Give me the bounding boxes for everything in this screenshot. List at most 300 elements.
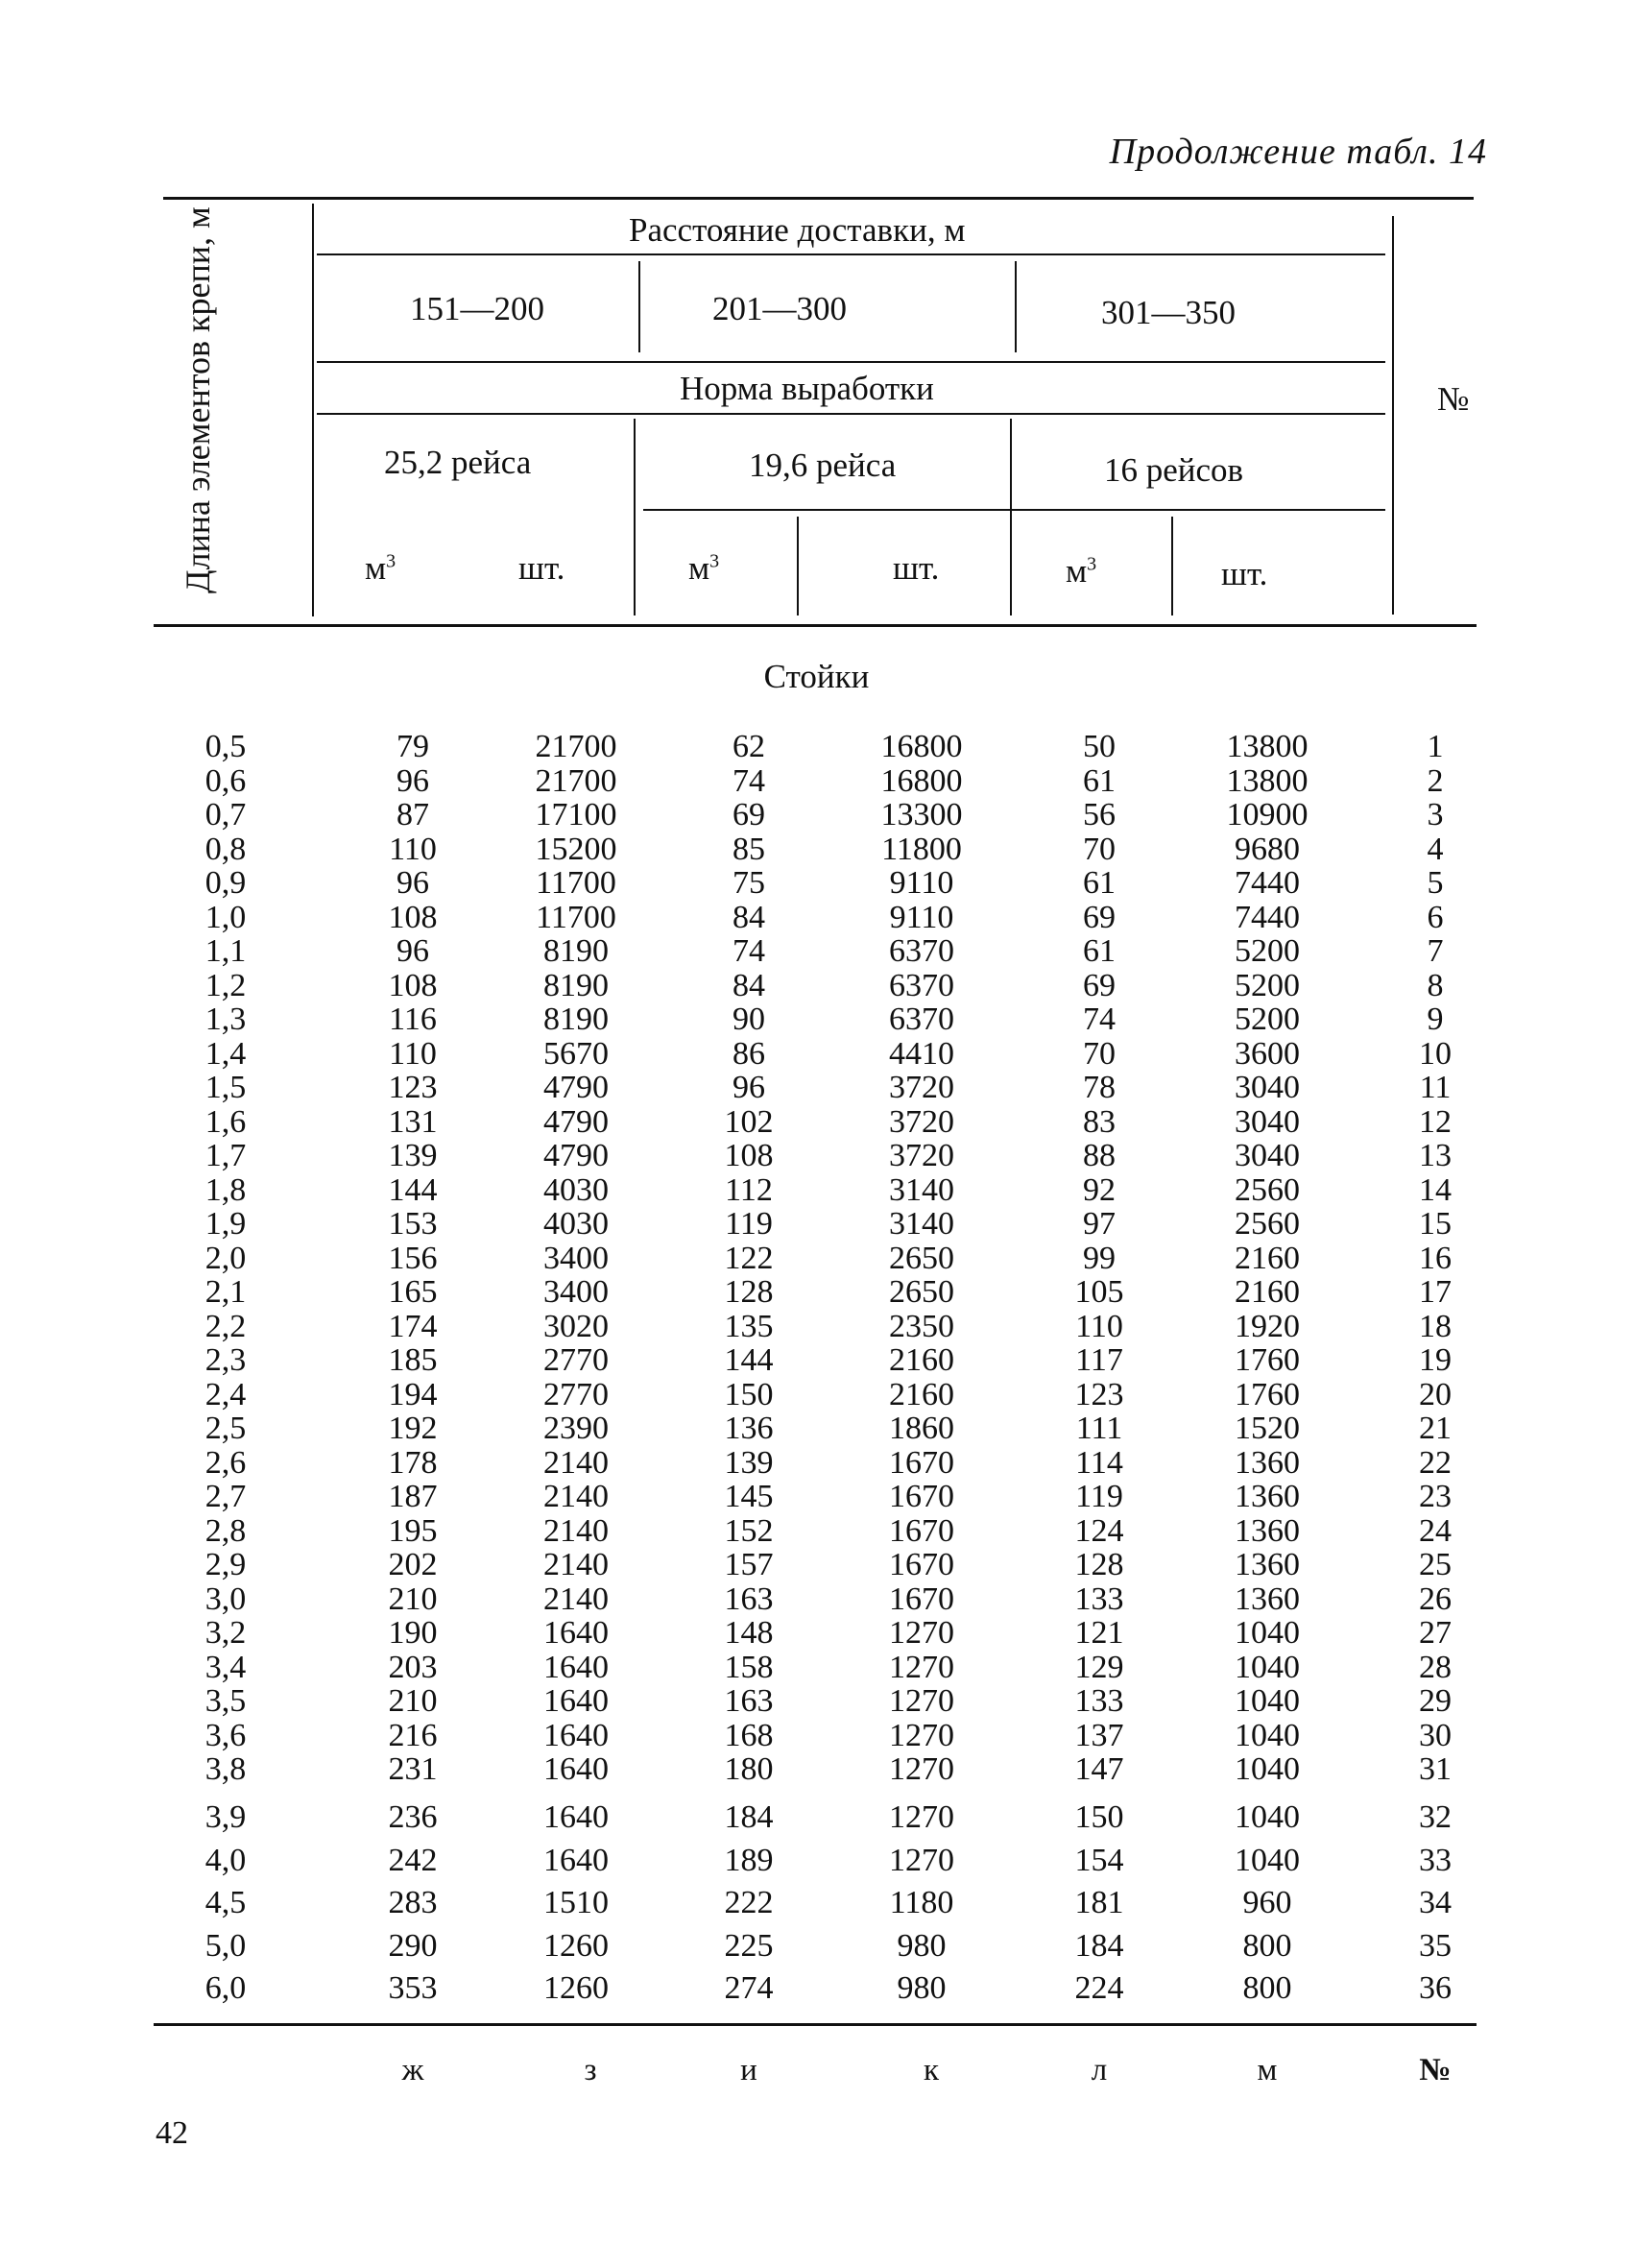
- m3-300-cell: 128: [724, 1274, 774, 1310]
- pcs-200-cell: 1640: [543, 1799, 609, 1835]
- unit-m3-2-sup: 3: [709, 550, 720, 572]
- m3-200-cell: 144: [388, 1171, 438, 1208]
- m3-300-cell: 122: [724, 1240, 774, 1276]
- m3-200-cell: 203: [388, 1649, 438, 1685]
- m3-350-cell: 184: [1074, 1927, 1124, 1964]
- m3-300-cell: 145: [724, 1479, 774, 1514]
- m3-300-cell: 163: [724, 1580, 774, 1617]
- pcs-300-cell: 2650: [889, 1274, 954, 1310]
- number-cell: 15: [1419, 1206, 1452, 1242]
- number-cell: 6: [1427, 899, 1444, 935]
- pcs-350-cell: 13800: [1226, 729, 1309, 764]
- pcs-350-cell: 1040: [1235, 1842, 1300, 1878]
- number-cell: 21: [1419, 1411, 1452, 1446]
- m3-200-cell: 87: [396, 797, 429, 832]
- footer-letter-z: з: [584, 2053, 597, 2087]
- pcs-200-cell: 17100: [535, 797, 617, 832]
- length-cell: 1,0: [204, 899, 247, 935]
- m3-200-cell: 110: [389, 831, 437, 867]
- pcs-350-cell: 3600: [1235, 1035, 1300, 1072]
- footer-letter-m: м: [1257, 2053, 1278, 2087]
- length-cell: 1,9: [204, 1206, 247, 1242]
- m3-350-cell: 121: [1074, 1615, 1124, 1651]
- length-cell: 3,4: [204, 1649, 247, 1685]
- m3-350-cell: 70: [1083, 1035, 1116, 1072]
- m3-200-cell: 210: [388, 1580, 438, 1617]
- pcs-350-cell: 1520: [1235, 1411, 1300, 1446]
- pcs-200-cell: 3400: [543, 1274, 609, 1310]
- pcs-300-cell: 2650: [889, 1240, 954, 1276]
- table-row: [0, 1173, 1633, 1207]
- number-cell: 24: [1419, 1512, 1452, 1549]
- unit-m3-2-label: м: [688, 549, 710, 587]
- number-cell: 28: [1419, 1649, 1452, 1685]
- pcs-200-cell: 2140: [543, 1479, 609, 1514]
- table-row: [0, 1719, 1633, 1752]
- pcs-200-cell: 3020: [543, 1308, 609, 1344]
- m3-200-cell: 108: [388, 899, 438, 935]
- header-vline-dist-1: [638, 261, 640, 352]
- unit-pcs-3: шт.: [1221, 555, 1268, 592]
- length-cell: 0,8: [204, 831, 247, 867]
- pcs-300-cell: 16800: [880, 762, 963, 799]
- pcs-200-cell: 8190: [543, 967, 609, 1003]
- m3-200-cell: 178: [388, 1444, 438, 1481]
- m3-300-cell: 119: [725, 1206, 773, 1242]
- m3-300-cell: 150: [724, 1376, 774, 1412]
- number-cell: 8: [1427, 967, 1444, 1003]
- length-cell: 2,8: [204, 1512, 247, 1549]
- m3-300-cell: 108: [724, 1138, 774, 1173]
- pcs-300-cell: 3140: [889, 1206, 954, 1242]
- pcs-300-cell: 1670: [889, 1479, 954, 1514]
- m3-200-cell: 116: [389, 1001, 437, 1037]
- m3-350-cell: 69: [1083, 899, 1116, 935]
- section-title: Стойки: [763, 658, 870, 695]
- pcs-300-cell: 1670: [889, 1512, 954, 1549]
- m3-200-cell: 236: [388, 1799, 438, 1835]
- m3-300-cell: 222: [724, 1885, 774, 1920]
- table-row: [0, 1548, 1633, 1581]
- pcs-350-cell: 7440: [1235, 865, 1300, 901]
- length-cell: 1,7: [204, 1138, 247, 1173]
- pcs-300-cell: 16800: [880, 729, 963, 764]
- length-cell: 0,9: [204, 865, 247, 901]
- pcs-200-cell: 21700: [535, 762, 617, 799]
- footer-number-sign: №: [1419, 2053, 1452, 2087]
- pcs-350-cell: 7440: [1235, 899, 1300, 935]
- pcs-350-cell: 1360: [1235, 1479, 1300, 1514]
- trips-1: 25,2 рейса: [384, 444, 532, 481]
- length-cell: 0,6: [204, 762, 247, 799]
- pcs-350-cell: 2560: [1235, 1206, 1300, 1242]
- pcs-300-cell: 6370: [889, 1001, 954, 1037]
- m3-200-cell: 156: [388, 1240, 438, 1276]
- table-row: [0, 1844, 1633, 1877]
- m3-350-cell: 150: [1074, 1799, 1124, 1835]
- table-row: [0, 798, 1633, 832]
- pcs-350-cell: 1360: [1235, 1444, 1300, 1481]
- pcs-350-cell: 10900: [1226, 797, 1309, 832]
- pcs-350-cell: 1760: [1235, 1342, 1300, 1378]
- group-norm-label: Норма выработки: [680, 370, 934, 407]
- m3-200-cell: 190: [388, 1615, 438, 1651]
- group-distance-label: Расстояние доставки, м: [629, 211, 966, 249]
- pcs-350-cell: 1360: [1235, 1580, 1300, 1617]
- footer-letter-zh: ж: [401, 2053, 424, 2087]
- m3-300-cell: 84: [732, 899, 765, 935]
- m3-200-cell: 231: [388, 1751, 438, 1787]
- m3-200-cell: 108: [388, 967, 438, 1003]
- pcs-350-cell: 1040: [1235, 1717, 1300, 1753]
- m3-350-cell: 56: [1083, 797, 1116, 832]
- m3-300-cell: 157: [724, 1547, 774, 1582]
- m3-300-cell: 180: [724, 1751, 774, 1787]
- m3-300-cell: 152: [724, 1512, 774, 1549]
- table-row: [0, 1971, 1633, 2005]
- table-row: [0, 1616, 1633, 1650]
- m3-200-cell: 353: [388, 1970, 438, 2006]
- number-cell: 16: [1419, 1240, 1452, 1276]
- pcs-350-cell: 3040: [1235, 1103, 1300, 1140]
- m3-350-cell: 123: [1074, 1376, 1124, 1412]
- pcs-350-cell: 1360: [1235, 1547, 1300, 1582]
- pcs-200-cell: 1640: [543, 1751, 609, 1787]
- pcs-200-cell: 2140: [543, 1444, 609, 1481]
- length-cell: 2,0: [204, 1240, 247, 1276]
- m3-300-cell: 168: [724, 1717, 774, 1753]
- number-cell: 23: [1419, 1479, 1452, 1514]
- length-cell: 2,9: [204, 1547, 247, 1582]
- pcs-300-cell: 3720: [889, 1070, 954, 1105]
- pcs-200-cell: 2140: [543, 1580, 609, 1617]
- header-vline-dist-2: [1015, 261, 1017, 352]
- pcs-300-cell: 13300: [880, 797, 963, 832]
- m3-300-cell: 112: [725, 1171, 773, 1208]
- m3-350-cell: 137: [1074, 1717, 1124, 1753]
- number-cell: 30: [1419, 1717, 1452, 1753]
- number-cell: 26: [1419, 1580, 1452, 1617]
- pcs-200-cell: 1640: [543, 1717, 609, 1753]
- table-row: [0, 1684, 1633, 1718]
- page-title: Продолжение табл. 14: [1109, 132, 1487, 172]
- pcs-200-cell: 8190: [543, 933, 609, 969]
- m3-350-cell: 83: [1083, 1103, 1116, 1140]
- pcs-300-cell: 9110: [889, 865, 954, 901]
- header-vline-trip-1: [634, 419, 636, 615]
- number-cell: 19: [1419, 1342, 1452, 1378]
- pcs-350-cell: 1360: [1235, 1512, 1300, 1549]
- table-row: [0, 1480, 1633, 1513]
- distance-3: 301—350: [1101, 294, 1236, 331]
- number-cell: 14: [1419, 1171, 1452, 1208]
- number-cell: 2: [1427, 762, 1444, 799]
- pcs-200-cell: 1640: [543, 1615, 609, 1651]
- pcs-200-cell: 11700: [536, 899, 616, 935]
- table-row: [0, 1886, 1633, 1919]
- unit-m3-1: [365, 549, 396, 588]
- pcs-350-cell: 5200: [1235, 967, 1300, 1003]
- m3-200-cell: 194: [388, 1376, 438, 1412]
- pcs-200-cell: 4790: [543, 1070, 609, 1105]
- number-cell: 13: [1419, 1138, 1452, 1173]
- m3-350-cell: 92: [1083, 1171, 1116, 1208]
- table-row: [0, 1002, 1633, 1036]
- length-cell: 1,2: [204, 967, 247, 1003]
- pcs-200-cell: 2140: [543, 1512, 609, 1549]
- number-cell: 12: [1419, 1103, 1452, 1140]
- length-cell: 2,3: [204, 1342, 247, 1378]
- footer-letter-k: к: [923, 2053, 940, 2087]
- m3-350-cell: 61: [1083, 933, 1116, 969]
- pcs-200-cell: 1260: [543, 1927, 609, 1964]
- m3-200-cell: 165: [388, 1274, 438, 1310]
- table-row: [0, 1514, 1633, 1548]
- table-row: [0, 1411, 1633, 1445]
- table-row: [0, 1310, 1633, 1343]
- pcs-300-cell: 11800: [881, 831, 962, 867]
- m3-300-cell: 69: [732, 797, 765, 832]
- m3-350-cell: 78: [1083, 1070, 1116, 1105]
- m3-350-cell: 69: [1083, 967, 1116, 1003]
- pcs-300-cell: 1670: [889, 1444, 954, 1481]
- unit-m3-1-sup: 3: [386, 550, 396, 572]
- table-row: [0, 1378, 1633, 1411]
- number-cell: 5: [1427, 865, 1444, 901]
- m3-300-cell: 144: [724, 1342, 774, 1378]
- number-cell: 32: [1419, 1799, 1452, 1835]
- pcs-200-cell: 4790: [543, 1103, 609, 1140]
- length-cell: 3,0: [204, 1580, 247, 1617]
- m3-350-cell: 224: [1074, 1970, 1124, 2006]
- pcs-300-cell: 1670: [889, 1547, 954, 1582]
- unit-m3-2: [688, 549, 719, 588]
- m3-200-cell: 123: [388, 1070, 438, 1105]
- m3-200-cell: 283: [388, 1885, 438, 1920]
- m3-350-cell: 97: [1083, 1206, 1116, 1242]
- m3-200-cell: 216: [388, 1717, 438, 1753]
- pcs-200-cell: 1510: [543, 1885, 609, 1920]
- length-cell: 0,5: [204, 729, 247, 764]
- number-cell: 31: [1419, 1751, 1452, 1787]
- length-cell: 1,4: [204, 1035, 247, 1072]
- header-rule-4: [643, 509, 1385, 511]
- number-cell: 33: [1419, 1842, 1452, 1878]
- pcs-350-cell: 13800: [1226, 762, 1309, 799]
- pcs-200-cell: 2140: [543, 1547, 609, 1582]
- pcs-200-cell: 2770: [543, 1376, 609, 1412]
- length-cell: 3,6: [204, 1717, 247, 1753]
- pcs-350-cell: 960: [1242, 1885, 1292, 1920]
- pcs-200-cell: 15200: [535, 831, 617, 867]
- pcs-350-cell: 5200: [1235, 933, 1300, 969]
- table-row: [0, 1651, 1633, 1684]
- pcs-350-cell: 2160: [1235, 1274, 1300, 1310]
- pcs-300-cell: 2160: [889, 1376, 954, 1412]
- pcs-300-cell: 3140: [889, 1171, 954, 1208]
- pcs-200-cell: 2770: [543, 1342, 609, 1378]
- m3-350-cell: 147: [1074, 1751, 1124, 1787]
- length-cell: 0,7: [204, 797, 247, 832]
- m3-300-cell: 85: [732, 831, 765, 867]
- m3-350-cell: 111: [1075, 1411, 1123, 1446]
- pcs-300-cell: 1270: [889, 1615, 954, 1651]
- row-header: Длина элементов крепи, м: [179, 206, 217, 593]
- table-row: [0, 832, 1633, 866]
- pcs-200-cell: 1640: [543, 1683, 609, 1719]
- pcs-350-cell: 1040: [1235, 1751, 1300, 1787]
- pcs-200-cell: 1260: [543, 1970, 609, 2006]
- m3-200-cell: 185: [388, 1342, 438, 1378]
- table-row: [0, 730, 1633, 763]
- trips-2: 19,6 рейса: [749, 446, 897, 484]
- table-row: [0, 1071, 1633, 1104]
- m3-200-cell: 139: [388, 1138, 438, 1173]
- m3-350-cell: 181: [1074, 1885, 1124, 1920]
- length-cell: 3,2: [204, 1615, 247, 1651]
- m3-300-cell: 139: [724, 1444, 774, 1481]
- pcs-350-cell: 2560: [1235, 1171, 1300, 1208]
- number-cell: 1: [1427, 729, 1444, 764]
- pcs-200-cell: 2390: [543, 1411, 609, 1446]
- m3-200-cell: 195: [388, 1512, 438, 1549]
- pcs-300-cell: 3720: [889, 1138, 954, 1173]
- length-cell: 2,6: [204, 1444, 247, 1481]
- m3-300-cell: 86: [732, 1035, 765, 1072]
- table-row: [0, 1800, 1633, 1834]
- m3-300-cell: 102: [724, 1103, 774, 1140]
- m3-350-cell: 124: [1074, 1512, 1124, 1549]
- pcs-300-cell: 1270: [889, 1683, 954, 1719]
- m3-350-cell: 133: [1074, 1683, 1124, 1719]
- m3-300-cell: 84: [732, 967, 765, 1003]
- number-cell: 3: [1427, 797, 1444, 832]
- pcs-300-cell: 4410: [889, 1035, 954, 1072]
- pcs-300-cell: 1270: [889, 1649, 954, 1685]
- m3-350-cell: 88: [1083, 1138, 1116, 1173]
- length-cell: 3,9: [204, 1799, 247, 1835]
- pcs-200-cell: 4030: [543, 1206, 609, 1242]
- pcs-350-cell: 5200: [1235, 1001, 1300, 1037]
- table-row: [0, 1582, 1633, 1616]
- table-row: [0, 1207, 1633, 1241]
- pcs-300-cell: 9110: [889, 899, 954, 935]
- table-row: [0, 1242, 1633, 1275]
- m3-300-cell: 158: [724, 1649, 774, 1685]
- pcs-350-cell: 800: [1242, 1927, 1292, 1964]
- number-cell: 29: [1419, 1683, 1452, 1719]
- header-vline-right: [1392, 216, 1394, 615]
- pcs-300-cell: 1270: [889, 1717, 954, 1753]
- pcs-300-cell: 980: [897, 1927, 947, 1964]
- m3-350-cell: 114: [1075, 1444, 1123, 1481]
- pcs-300-cell: 3720: [889, 1103, 954, 1140]
- pcs-300-cell: 2350: [889, 1308, 954, 1344]
- header-rule-1: [317, 253, 1385, 255]
- pcs-350-cell: 1040: [1235, 1799, 1300, 1835]
- number-cell: 34: [1419, 1885, 1452, 1920]
- length-cell: 2,7: [204, 1479, 247, 1514]
- table-row: [0, 1752, 1633, 1786]
- m3-350-cell: 133: [1074, 1580, 1124, 1617]
- table-top-rule: [163, 197, 1474, 200]
- pcs-300-cell: 1670: [889, 1580, 954, 1617]
- m3-200-cell: 290: [388, 1927, 438, 1964]
- length-cell: 1,6: [204, 1103, 247, 1140]
- table-row: [0, 1446, 1633, 1480]
- number-cell: 35: [1419, 1927, 1452, 1964]
- pcs-300-cell: 6370: [889, 967, 954, 1003]
- number-cell: 36: [1419, 1970, 1452, 2006]
- unit-pcs-1: шт.: [518, 549, 565, 587]
- m3-300-cell: 184: [724, 1799, 774, 1835]
- pcs-200-cell: 4030: [543, 1171, 609, 1208]
- length-cell: 4,5: [204, 1885, 247, 1920]
- pcs-300-cell: 6370: [889, 933, 954, 969]
- pcs-300-cell: 1270: [889, 1842, 954, 1878]
- distance-1: 151—200: [410, 290, 544, 327]
- table-row: [0, 1275, 1633, 1309]
- pcs-200-cell: 8190: [543, 1001, 609, 1037]
- footer-letter-l: л: [1091, 2053, 1108, 2087]
- distance-2: 201—300: [712, 290, 847, 327]
- header-vline-unit-1: [797, 517, 799, 615]
- unit-m3-3-label: м: [1066, 552, 1088, 590]
- m3-300-cell: 274: [724, 1970, 774, 2006]
- number-cell: 10: [1419, 1035, 1452, 1072]
- m3-300-cell: 74: [732, 762, 765, 799]
- m3-350-cell: 119: [1075, 1479, 1123, 1514]
- pcs-350-cell: 1920: [1235, 1308, 1300, 1344]
- m3-300-cell: 135: [724, 1308, 774, 1344]
- pcs-300-cell: 2160: [889, 1342, 954, 1378]
- m3-300-cell: 225: [724, 1927, 774, 1964]
- m3-200-cell: 174: [388, 1308, 438, 1344]
- m3-300-cell: 90: [732, 1001, 765, 1037]
- m3-200-cell: 192: [388, 1411, 438, 1446]
- table-row: [0, 1929, 1633, 1963]
- pcs-200-cell: 11700: [536, 865, 616, 901]
- length-cell: 4,0: [204, 1842, 247, 1878]
- pcs-350-cell: 2160: [1235, 1240, 1300, 1276]
- table-row: [0, 1037, 1633, 1071]
- table-row: [0, 1343, 1633, 1377]
- m3-350-cell: 128: [1074, 1547, 1124, 1582]
- m3-300-cell: 96: [732, 1070, 765, 1105]
- header-vline-unit-2: [1171, 517, 1173, 615]
- table-row: [0, 764, 1633, 798]
- pcs-300-cell: 1180: [889, 1885, 954, 1920]
- m3-350-cell: 70: [1083, 831, 1116, 867]
- header-bottom-rule: [154, 624, 1477, 627]
- header-rule-3: [317, 413, 1385, 415]
- pcs-200-cell: 3400: [543, 1240, 609, 1276]
- length-cell: 3,5: [204, 1683, 247, 1719]
- pcs-350-cell: 800: [1242, 1970, 1292, 2006]
- m3-350-cell: 129: [1074, 1649, 1124, 1685]
- table-row: [0, 1139, 1633, 1172]
- length-cell: 2,2: [204, 1308, 247, 1344]
- length-cell: 5,0: [204, 1927, 247, 1964]
- m3-350-cell: 50: [1083, 729, 1116, 764]
- length-cell: 1,5: [204, 1070, 247, 1105]
- m3-300-cell: 136: [724, 1411, 774, 1446]
- pcs-350-cell: 9680: [1235, 831, 1300, 867]
- m3-300-cell: 75: [732, 865, 765, 901]
- number-cell: 20: [1419, 1376, 1452, 1412]
- number-cell: 25: [1419, 1547, 1452, 1582]
- length-cell: 6,0: [204, 1970, 247, 2006]
